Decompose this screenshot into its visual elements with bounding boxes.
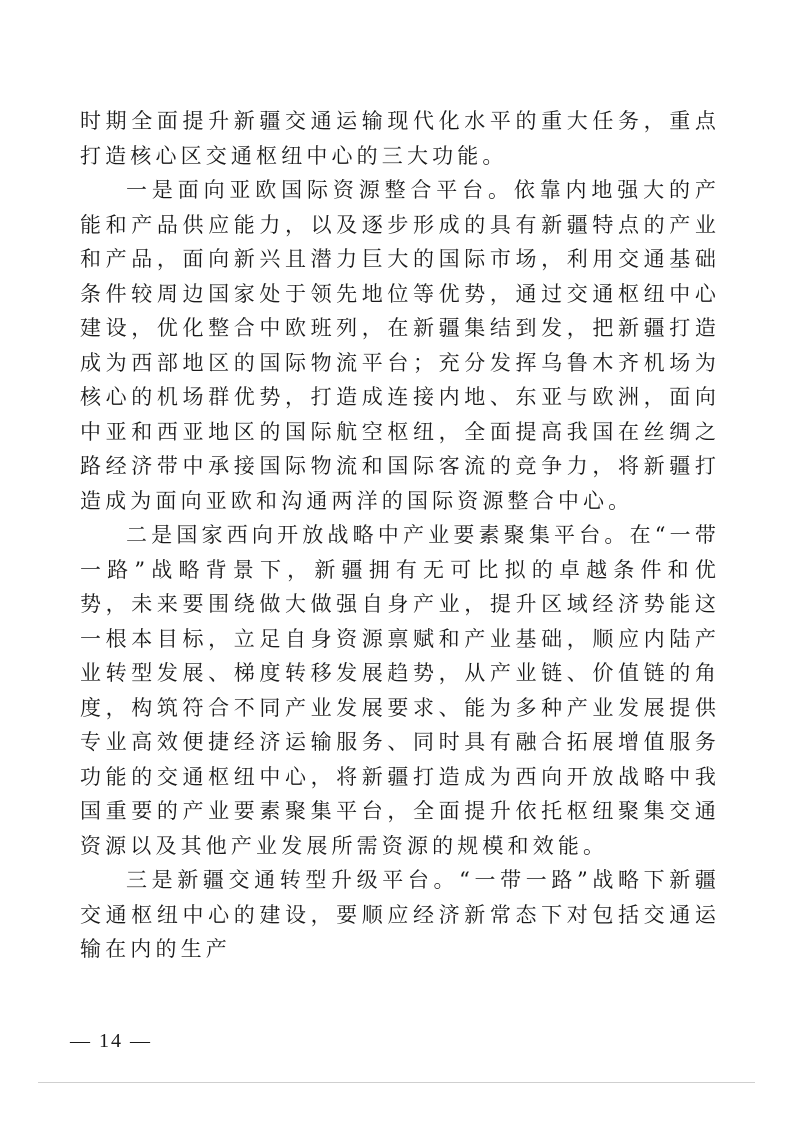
page-divider — [38, 1082, 755, 1083]
document-body — [80, 104, 720, 967]
paragraph-international-resource-platform: 一是面向亚欧国际资源整合平台。依靠内地强大的产能和产品供应能力，以及逐步形成的具有新疆特点的产业和产品，面向新兴且潜力巨大的国际市场，利用交通基础条件较周边国家处于领先地位等优势，通过交通枢纽中心建设，优化整合中欧班列，在新疆集结到发，把新疆打造成为西部地区的国际物流平台；充分发挥乌鲁木齐机场为核心的机场群优势，打造成连接内地、东亚与欧洲，面向中亚和西亚地区的国际航空枢纽，全面提高我国在丝绸之路经济带中承接国际物流和国际客流的竞争力，将新疆打造成为面向亚欧和沟通两洋的国际资源整合中心。 — [80, 178, 720, 513]
paragraph-transport-upgrade-platform: 三是新疆交通转型升级平台。“一带一路”战略下新疆交通枢纽中心的建设，要顺应经济新常态下对包括交通运输在内的生产 — [80, 868, 720, 961]
page-number: — 14 — — [70, 1030, 152, 1052]
paragraph-continuation: 时期全面提升新疆交通运输现代化水平的重大任务，重点打造核心区交通枢纽中心的三大功能。 — [80, 109, 720, 168]
paragraph-industry-element-platform: 二是国家西向开放战略中产业要素聚集平台。在“一带一路”战略背景下，新疆拥有无可比拟的卓越条件和优势，未来要围绕做大做强自身产业，提升区域经济势能这一根本目标，立足自身资源禀赋和产业基础，顺应内陆产业转型发展、梯度转移发展趋势，从产业链、价值链的角度，构筑符合不同产业发展要求、能为多种产业发展提供专业高效便捷经济运输服务、同时具有融合拓展增值服务功能的交通枢纽中心，将新疆打造成为西向开放战略中我国重要的产业要素聚集平台，全面提升依托枢纽聚集交通资源以及其他产业发展所需资源的规模和效能。 — [80, 523, 720, 858]
